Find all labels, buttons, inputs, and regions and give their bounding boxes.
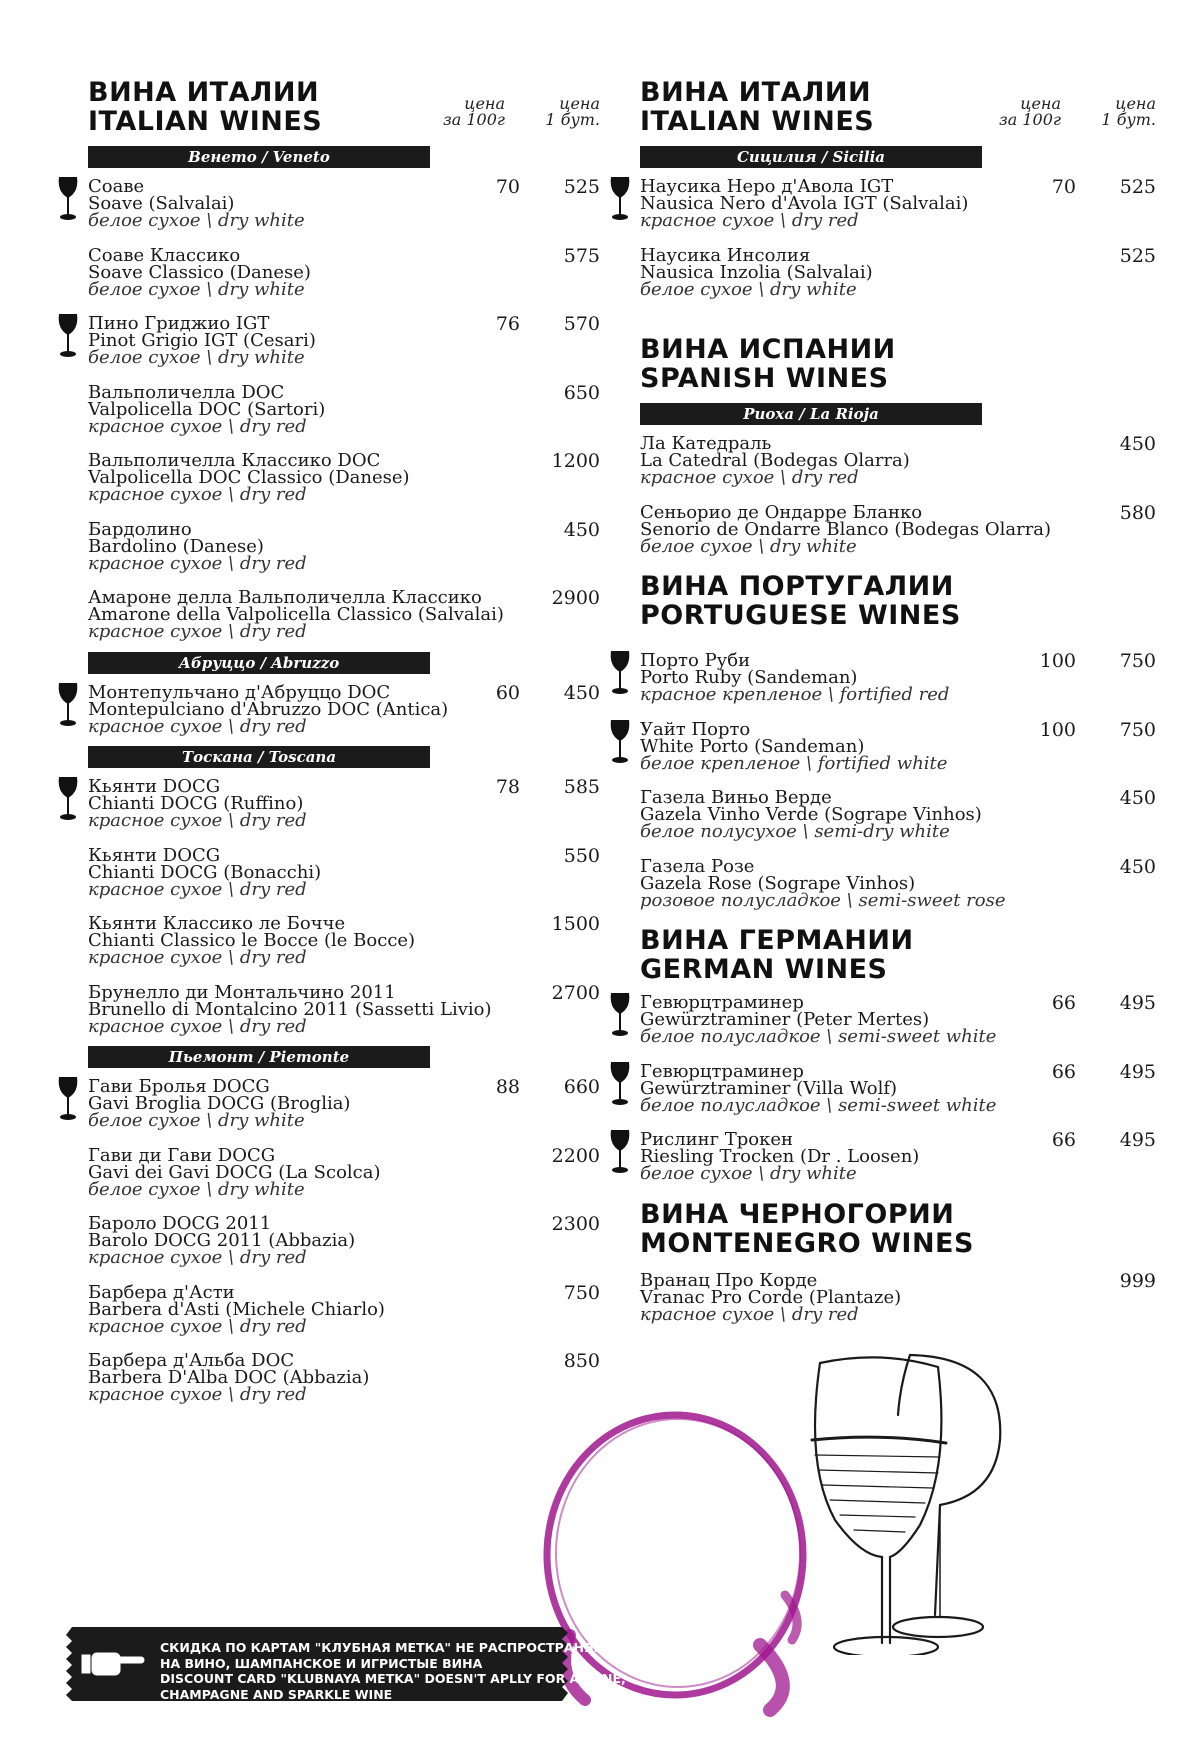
- wine-glass-icon: [608, 1129, 632, 1175]
- price-per-bottle: 525: [563, 176, 600, 198]
- wine-item: [640, 994, 1156, 1063]
- price-per-bottle: 525: [1119, 244, 1156, 267]
- wine-item: [88, 915, 600, 984]
- wine-name-ru: Вальполичелла Классико DOC: [88, 450, 381, 471]
- wine-item: [640, 855, 1156, 927]
- price-per-bottle: 575: [563, 244, 600, 267]
- price-per-100g: 76: [495, 313, 520, 335]
- wine-description: красное сухое \ dry red: [88, 810, 307, 831]
- wine-name-en: Soave (Salvalai): [88, 193, 235, 214]
- section-title-en: SPANISH WINES: [640, 363, 889, 394]
- price-per-bottle: 750: [1119, 718, 1156, 741]
- wine-item: [88, 1215, 600, 1284]
- wine-name-ru: Гевюрцтраминер: [640, 992, 804, 1013]
- wine-name-ru: Сеньорио де Ондарре Бланко: [640, 501, 923, 523]
- region-band: Тоскана / Toscana: [88, 746, 430, 768]
- wine-item: [640, 244, 1156, 316]
- price-per-bottle: 450: [1119, 787, 1156, 809]
- wine-name-en: Barbera d'Asti (Michele Chiarlo): [88, 1298, 385, 1320]
- wine-name-ru: Вранац Про Корде: [640, 1269, 818, 1291]
- region-band: Венето / Veneto: [88, 146, 430, 168]
- wine-description: красное сухое \ dry red: [640, 210, 859, 231]
- wine-description: белое сухое \ dry white: [88, 347, 305, 368]
- price-per-bottle-header: цена 1 бут.: [545, 94, 600, 129]
- wine-glasses-illustration: [790, 1345, 1020, 1655]
- wine-name-ru: Кьянти Классико ле Бочче: [88, 913, 346, 934]
- price-per-bottle: 450: [1119, 855, 1156, 878]
- section-heading-italy-2: [640, 78, 1156, 142]
- price-per-bottle: 2300: [551, 1213, 600, 1235]
- wine-item: [640, 652, 1156, 721]
- wine-description: белое сухое \ dry white: [640, 535, 857, 557]
- left-wine-list: [88, 146, 600, 1421]
- wine-description: красное сухое \ dry red: [88, 1315, 307, 1337]
- section-heading-portugal: [640, 572, 1156, 636]
- wine-description: красное крепленое \ fortified red: [640, 684, 950, 705]
- wine-item: [640, 1269, 1156, 1341]
- wine-name-ru: Гави ди Гави DOCG: [88, 1144, 276, 1166]
- price-per-bottle: 570: [563, 313, 600, 335]
- price-per-bottle: 495: [1119, 992, 1156, 1014]
- wine-item: [640, 1131, 1156, 1200]
- wine-name-ru: Монтепульчано д'Абруццо DOC: [88, 681, 391, 703]
- price-per-bottle: 550: [563, 844, 600, 867]
- wine-description: белое полусухое \ semi-dry white: [640, 821, 950, 842]
- wine-name-en: Valpolicella DOC (Sartori): [88, 398, 326, 420]
- wine-name-ru: Пино Гриджио IGT: [88, 313, 270, 334]
- price-per-bottle: 585: [563, 776, 600, 798]
- wine-item: [88, 844, 600, 916]
- wine-list-spain: [640, 435, 1156, 572]
- section-title-ru: ВИНА ИСПАНИИ: [640, 334, 896, 365]
- wine-item: [640, 718, 1156, 790]
- wine-name-ru: Газела Розе: [640, 855, 755, 877]
- left-column: [88, 78, 600, 1421]
- wine-name-ru: Вальполичелла DOC: [88, 381, 285, 403]
- wine-item: [88, 381, 600, 453]
- wine-name-ru: Бардолино: [88, 518, 192, 540]
- section-title-en: ITALIAN WINES: [88, 106, 323, 137]
- price-per-bottle: 450: [563, 518, 600, 541]
- price-per-bottle: 450: [1119, 433, 1156, 455]
- wine-name-en: Barolo DOCG 2011 (Abbazia): [88, 1230, 356, 1251]
- wine-list-sicilia: [640, 178, 1156, 315]
- wine-item: [88, 452, 600, 521]
- wine-name-ru: Гави Бролья DOCG: [88, 1076, 270, 1097]
- wine-item: [88, 589, 600, 658]
- region-band: Абруццо / Abruzzo: [88, 652, 430, 674]
- wine-description: белое полусладкое \ semi-sweet white: [640, 1094, 997, 1116]
- wine-description: белое полусладкое \ semi-sweet white: [640, 1026, 997, 1047]
- price-per-100g-header: цена за 100г: [443, 94, 505, 129]
- price-per-bottle: 495: [1119, 1129, 1156, 1151]
- discount-note-text: СКИДКА ПО КАРТАМ "КЛУБНАЯ МЕТКА" НЕ РАСПРОСТРАНЯЕТСЯ НА ВИНО, ШАМПАНСКОЕ И ИГРИСТЫЕ ВИНА DISCOUNT CARD "KLUBNAYA METKA" DOESN'T APLLY FOR A WINE, CHAMPAGNE AND SPARKLE WINE: [160, 1640, 630, 1702]
- wine-name-en: Valpolicella DOC Classico (Danese): [88, 467, 410, 488]
- price-per-bottle: 2900: [551, 587, 600, 609]
- price-per-bottle: 750: [563, 1281, 600, 1304]
- wine-name-ru: Соаве Классико: [88, 244, 241, 266]
- wine-description: белое сухое \ dry white: [88, 1110, 305, 1131]
- price-per-100g: 70: [495, 176, 520, 198]
- price-per-bottle: 580: [1119, 501, 1156, 524]
- wine-name-en: Senorio de Ondarre Blanco (Bodegas Olarra): [640, 518, 1052, 540]
- wine-name-ru: Брунелло ди Монтальчино 2011: [88, 981, 396, 1003]
- wine-name-ru: Барбера д'Альба DOC: [88, 1350, 295, 1371]
- wine-name-en: Riesling Trocken (Dr . Loosen): [640, 1146, 920, 1167]
- wine-list-montenegro: [640, 1269, 1156, 1341]
- wine-description: красное сухое \ dry red: [88, 878, 307, 900]
- wine-name-en: Nausica Inzolia (Salvalai): [640, 261, 873, 283]
- wine-name-ru: Порто Руби: [640, 650, 751, 671]
- wine-name-ru: Наусика Инсолия: [640, 244, 811, 266]
- wine-description: красное сухое \ dry red: [88, 1247, 307, 1268]
- wine-glass-icon: [56, 776, 80, 822]
- price-per-bottle-header: цена 1 бут.: [1101, 94, 1156, 129]
- price-per-bottle: 2700: [551, 981, 600, 1004]
- wine-description: красное сухое \ dry red: [88, 415, 307, 437]
- region-band-rioja: Риоха / La Rioja: [640, 403, 982, 425]
- region-band-sicilia: Сицилия / Sicilia: [640, 146, 982, 168]
- wine-name-ru: Наусика Неро д'Авола IGT: [640, 176, 894, 197]
- price-per-bottle: 999: [1119, 1269, 1156, 1292]
- price-per-bottle: 495: [1119, 1060, 1156, 1083]
- wine-item: [640, 789, 1156, 858]
- wine-name-en: Gavi dei Gavi DOCG (La Scolca): [88, 1161, 381, 1183]
- wine-name-ru: Уайт Порто: [640, 718, 751, 740]
- section-title-ru: ВИНА ИТАЛИИ: [88, 77, 320, 108]
- wine-glass-icon: [608, 719, 632, 765]
- wine-name-en: Gazela Vinho Verde (Sogrape Vinhos): [640, 804, 982, 825]
- wine-item: [88, 981, 600, 1053]
- price-per-bottle: 525: [1119, 176, 1156, 198]
- wine-description: красное сухое \ dry red: [88, 621, 307, 642]
- wine-item: [88, 244, 600, 316]
- section-title-ru: ВИНА ПОРТУГАЛИИ: [640, 571, 954, 602]
- price-per-100g: 66: [1051, 1129, 1076, 1151]
- wine-name-en: Chianti DOCG (Bonacchi): [88, 861, 322, 883]
- wine-name-ru: Амароне делла Вальполичелла Классико: [88, 587, 482, 608]
- price-per-bottle: 850: [563, 1350, 600, 1372]
- price-per-bottle: 1500: [551, 913, 600, 935]
- wine-item: [88, 778, 600, 847]
- wine-description: белое сухое \ dry white: [88, 1178, 305, 1200]
- price-per-100g: 66: [1051, 1060, 1076, 1083]
- section-title-ru: ВИНА ЧЕРНОГОРИИ: [640, 1198, 955, 1230]
- wine-description: белое крепленое \ fortified white: [640, 752, 948, 774]
- discount-note-banner: [56, 1627, 630, 1702]
- wine-glass-icon: [608, 176, 632, 222]
- wine-name-en: White Porto (Sandeman): [640, 735, 865, 757]
- wine-item: [640, 1060, 1156, 1132]
- wine-name-en: Chianti DOCG (Ruffino): [88, 793, 304, 814]
- wine-item: [640, 501, 1156, 573]
- wine-item: [640, 435, 1156, 504]
- price-per-100g: 66: [1051, 992, 1076, 1014]
- price-per-bottle: 1200: [551, 450, 600, 472]
- wine-description: красное сухое \ dry red: [640, 1303, 859, 1325]
- wine-name-en: La Catedral (Bodegas Olarra): [640, 450, 910, 471]
- wine-name-en: Soave Classico (Danese): [88, 261, 311, 283]
- section-heading-montenegro: [640, 1200, 1156, 1264]
- wine-name-ru: Рислинг Трокен: [640, 1129, 794, 1150]
- wine-description: красное сухое \ dry red: [88, 484, 307, 505]
- section-title-en: PORTUGUESE WINES: [640, 600, 961, 631]
- price-per-bottle: 750: [1119, 650, 1156, 672]
- price-per-bottle: 2200: [551, 1144, 600, 1167]
- wine-glass-icon: [608, 992, 632, 1038]
- wine-description: красное сухое \ dry red: [88, 947, 307, 968]
- wine-name-en: Barbera D'Alba DOC (Abbazia): [88, 1367, 370, 1388]
- wine-description: белое сухое \ dry white: [640, 1163, 857, 1184]
- price-per-bottle: 660: [563, 1076, 600, 1098]
- wine-name-ru: Газела Виньо Верде: [640, 787, 832, 808]
- wine-name-ru: Бароло DOCG 2011: [88, 1213, 272, 1234]
- wine-item: [88, 178, 600, 247]
- wine-description: розовое полусладкое \ semi-sweet rose: [640, 889, 1006, 911]
- price-per-100g: 100: [1039, 718, 1076, 741]
- wine-name-en: Gewürztraminer (Peter Mertes): [640, 1009, 930, 1030]
- right-column: [640, 78, 1156, 1340]
- wine-description: красное сухое \ dry red: [88, 1015, 307, 1037]
- wine-item: [88, 1281, 600, 1353]
- wine-name-en: Gazela Rose (Sogrape Vinhos): [640, 872, 916, 894]
- region-band: Пьемонт / Piemonte: [88, 1046, 430, 1068]
- price-per-100g-header: цена за 100г: [999, 94, 1061, 129]
- wine-list-portugal: [640, 652, 1156, 926]
- section-title-ru: ВИНА ГЕРМАНИИ: [640, 925, 914, 956]
- price-per-100g: 100: [1039, 650, 1076, 672]
- price-per-bottle: 450: [563, 681, 600, 704]
- wine-name-ru: Ла Катедраль: [640, 433, 772, 454]
- wine-description: белое сухое \ dry white: [88, 278, 305, 300]
- wine-list-germany: [640, 994, 1156, 1200]
- price-per-100g: 60: [495, 681, 520, 704]
- wine-glass-icon: [608, 1061, 632, 1107]
- wine-item: [88, 1144, 600, 1216]
- wine-name-en: Gewürztraminer (Villa Wolf): [640, 1077, 898, 1099]
- wine-name-en: Pinot Grigio IGT (Cesari): [88, 330, 316, 351]
- wine-description: белое сухое \ dry white: [88, 210, 305, 231]
- section-heading-italy: [88, 78, 600, 142]
- wine-item: [640, 178, 1156, 247]
- wine-name-ru: Барбера д'Асти: [88, 1281, 235, 1303]
- wine-name-en: Chianti Classico le Bocce (le Bocce): [88, 930, 416, 951]
- section-title-en: MONTENEGRO WINES: [640, 1227, 974, 1259]
- wine-item: [88, 518, 600, 590]
- wine-item: [88, 1078, 600, 1147]
- section-heading-spain: [640, 335, 1156, 399]
- wine-name-en: Porto Ruby (Sandeman): [640, 667, 858, 688]
- wine-name-en: Brunello di Montalcino 2011 (Sassetti Livio): [88, 998, 492, 1020]
- price-per-100g: 70: [1051, 176, 1076, 198]
- wine-name-en: Nausica Nero d'Avola IGT (Salvalai): [640, 193, 969, 214]
- wine-glass-icon: [56, 1076, 80, 1122]
- wine-description: красное сухое \ dry red: [88, 715, 307, 737]
- wine-name-ru: Кьянти DOCG: [88, 776, 221, 797]
- wine-description: красное сухое \ dry red: [88, 552, 307, 574]
- section-title-en: ITALIAN WINES: [640, 106, 875, 137]
- wine-description: красное сухое \ dry red: [88, 1384, 307, 1405]
- section-title-en: GERMAN WINES: [640, 954, 888, 985]
- price-per-bottle: 650: [563, 381, 600, 404]
- wine-item: [88, 681, 600, 753]
- wine-name-en: Bardolino (Danese): [88, 535, 264, 557]
- wine-name-en: Montepulciano d'Abruzzo DOC (Antica): [88, 698, 449, 720]
- wine-glass-icon: [56, 682, 80, 728]
- wine-glass-icon: [608, 650, 632, 696]
- wine-item: [88, 1352, 600, 1421]
- section-title-ru: ВИНА ИТАЛИИ: [640, 77, 872, 108]
- wine-name-en: Vranac Pro Corde (Plantaze): [640, 1286, 902, 1308]
- section-heading-germany: [640, 926, 1156, 990]
- wine-glass-icon: [56, 313, 80, 359]
- wine-name-ru: Гевюрцтраминер: [640, 1060, 804, 1082]
- wine-name-ru: Кьянти DOCG: [88, 844, 221, 866]
- price-per-100g: 78: [495, 776, 520, 798]
- wine-name-en: Gavi Broglia DOCG (Broglia): [88, 1093, 351, 1114]
- wine-description: белое сухое \ dry white: [640, 278, 857, 300]
- price-per-100g: 88: [495, 1076, 520, 1098]
- wine-description: красное сухое \ dry red: [640, 467, 859, 488]
- wine-item: [88, 315, 600, 384]
- wine-name-en: Amarone della Valpolicella Classico (Salvalai): [88, 604, 504, 625]
- wine-glass-icon: [56, 176, 80, 222]
- wine-name-ru: Соаве: [88, 176, 145, 197]
